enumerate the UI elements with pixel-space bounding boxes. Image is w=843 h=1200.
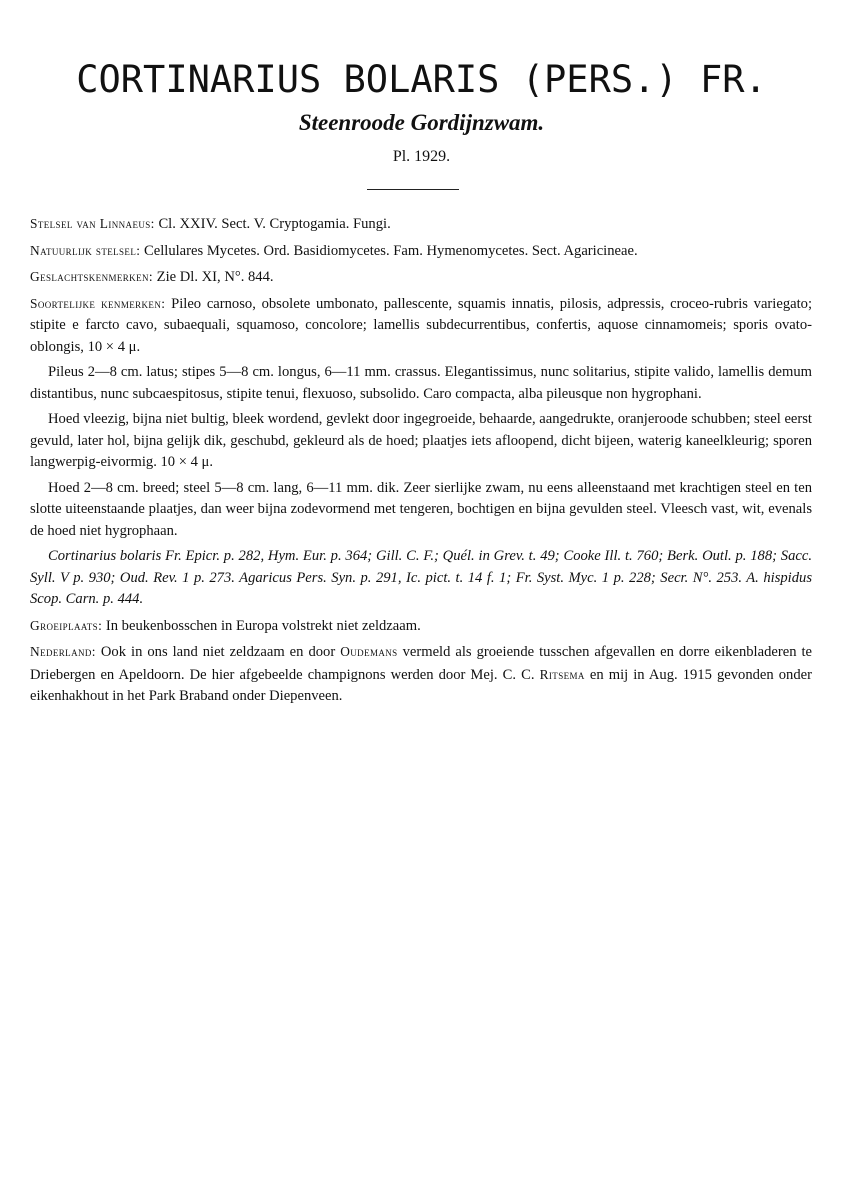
person-name-oudemans: Oudemans	[340, 644, 398, 659]
species-text: Pileo carnoso, obsolete umbonato, pallescente, squamis innatis, pilosis, adpressis, croceo-rubris variegato; stipite e farcto cavo, subaequali, squamoso, concolore; lamellis subdecurrentibus, confertis, aquose cinnamomeis; sporis ovato-oblongis, 10 × 4 μ.	[30, 295, 813, 355]
netherlands-paragraph	[30, 641, 812, 708]
species-paragraph	[30, 293, 812, 359]
natural-system-paragraph	[30, 240, 812, 263]
species-title: CORTINARIUS BOLARIS (PERS.) FR.	[76, 58, 767, 101]
genus-text: Zie Dl. XI, N°. 844.	[156, 269, 274, 285]
person-name-ritsema: Ritsema	[539, 666, 585, 682]
genus-label: Geslachtskenmerken:	[30, 269, 153, 284]
linnaeus-text: Cl. XXIV. Sect. V. Cryptogamia. Fungi.	[158, 216, 391, 232]
references-paragraph: Cortinarius bolaris Fr. Epicr. p. 282, Hym. Eur. p. 364; Gill. C. F.; Quél. in Grev. t. 49; Cooke Ill. t. 760; Berk. Outl. p. 188; Sacc. Syll. V p. 930; Oud. Rev. 1 p. 273. Agaricus Pers. Syn. p. 291, Ic. pict. t. 14 f. 1; Fr. Syst. Myc. 1 p. 228; Secr. N°. 253. A. hispidus Scop. Carn. p. 444.	[30, 548, 812, 607]
natural-system-text: Cellulares Mycetes. Ord. Basidiomycetes. Fam. Hymenomycetes. Sect. Agaricineae.	[144, 242, 638, 259]
habitat-paragraph	[30, 615, 812, 638]
habitat-label: Groeiplaats:	[30, 617, 103, 633]
dutch-description-1: Hoed vleezig, bijna niet bultig, bleek wordend, gevlekt door ingegroeide, behaarde, aangedrukte, oranjeroode schubben; steel eerst gevuld, later hol, bijna gelijk dik, geschubd, gekleurd als de hoed; plaatjes iets afloopend, dicht bijeen, waterig kaneelkleurig; sporen langwerpig-eivormig. 10 × 4 μ.	[30, 411, 812, 470]
netherlands-label: Nederland:	[30, 644, 96, 659]
genus-paragraph	[30, 266, 812, 289]
netherlands-text-b: vermeld als groeiende tusschen afgevallen en dorre eikenbladeren te Driebergen en Apeldoorn. De hier afgebeelde champignons werden door Mej. C. C.	[30, 644, 813, 683]
dutch-name: Steenroode Gordijnzwam.	[298, 110, 545, 135]
linnaeus-label: Stelsel van Linnaeus:	[30, 216, 155, 231]
habitat-text: In beukenbosschen in Europa volstrekt niet zeldzaam.	[105, 617, 421, 634]
document-body	[30, 213, 812, 712]
natural-system-label: Natuurlijk stelsel:	[30, 242, 141, 258]
title-divider	[367, 189, 459, 190]
species-label: Soortelijke kenmerken:	[30, 295, 166, 311]
plate-number: Pl. 1929.	[392, 148, 451, 165]
linnaeus-paragraph	[30, 213, 812, 236]
netherlands-text-a: Ook in ons land niet zeldzaam en door	[100, 644, 336, 660]
dutch-description-2: Hoed 2—8 cm. breed; steel 5—8 cm. lang, 6—11 mm. dik. Zeer sierlijke zwam, nu eens alleenstaand met krachtigen steel en ten slotte uiteenstaande plaatjes, dan weer bijna zodevormend met tengeren, bochtigen en bijna gevulden steel. Vleesch vast, wit, evenals de hoed niet hygrophaan.	[30, 479, 812, 539]
netherlands-text-c: en mij in Aug. 1915 gevonden onder eikenhakhout in het Park Braband onder Diepenveen.	[30, 666, 812, 704]
latin-description: Pileus 2—8 cm. latus; stipes 5—8 cm. longus, 6—11 mm. crassus. Elegantissimus, nunc solitarius, stipite valido, lamellis demum distantibus, nunc subcaespitosus, stipite tenui, flexuoso, subsolido. Caro compacta, alba pileusque non hygrophani.	[30, 364, 812, 402]
